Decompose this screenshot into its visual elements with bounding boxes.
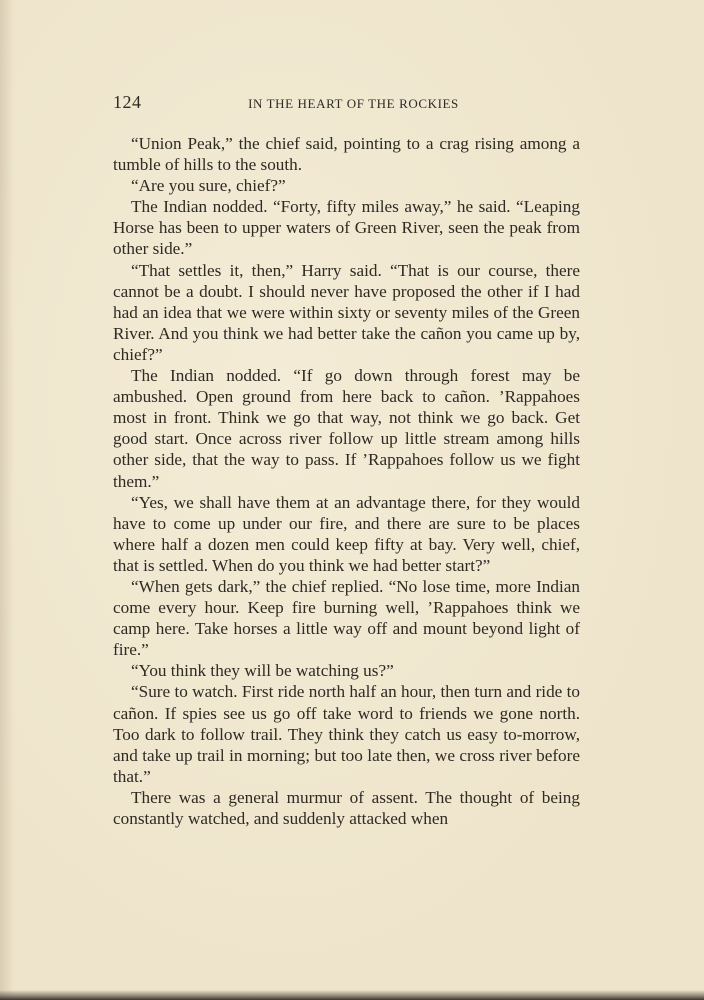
paragraph: “Union Peak,” the chief said, pointing to a crag rising among a tumble of hills to the south. [113, 134, 580, 175]
paragraph: There was a general murmur of assent. The thought of being constantly watched, and suddenly attacked when [113, 787, 580, 828]
paragraph: “Yes, we shall have them at an advantage there, for they would have to come up under our fire, and there are sure to be places where half a dozen men could keep fifty at bay. Very well, chief, that is settled. When do you think we had better start?” [113, 492, 580, 575]
paragraph: The Indian nodded. “Forty, fifty miles away,” he said. “Leaping Horse has been to upper waters of Green River, seen the peak from other side.” [113, 197, 580, 259]
body-text [113, 133, 580, 829]
page-bottom-edge [0, 990, 704, 1000]
paragraph: “Sure to watch. First ride north half an hour, then turn and ride to cañon. If spies see us go off take word to friends we gone north. Too dark to follow trail. They think they catch us easy to-morrow, and take up trail in morning; but too late then, we cross river before that.” [113, 682, 580, 786]
page-number: 124 [113, 92, 142, 112]
paragraph: The Indian nodded. “If go down through forest may be ambushed. Open ground from here back to cañon. ’Rappahoes most in front. Think we go that way, not think we go back. Get good start. Once across river follow up little stream among hills other side, that the way to pass. If ’Rappahoes follow us we fight them.” [113, 366, 580, 491]
paragraph: “You think they will be watching us?” [131, 661, 394, 681]
spine-shadow [0, 0, 14, 1000]
paragraph: “When gets dark,” the chief replied. “No lose time, more Indian come every hour. Keep fire burning well, ’Rappahoes think we camp here. Take horses a little way off and mount beyond light of fire.” [113, 576, 580, 660]
page-header [113, 92, 580, 116]
paragraph: “Are you sure, chief?” [131, 176, 286, 196]
paragraph: “That settles it, then,” Harry said. “That is our course, there cannot be a doubt. I should never have proposed the other if I had had an idea that we were within sixty or seventy miles of the Green River. And you think we had better take the cañon you came up by, chief?” [113, 260, 580, 364]
running-title: IN THE HEART OF THE ROCKIES [248, 96, 459, 111]
